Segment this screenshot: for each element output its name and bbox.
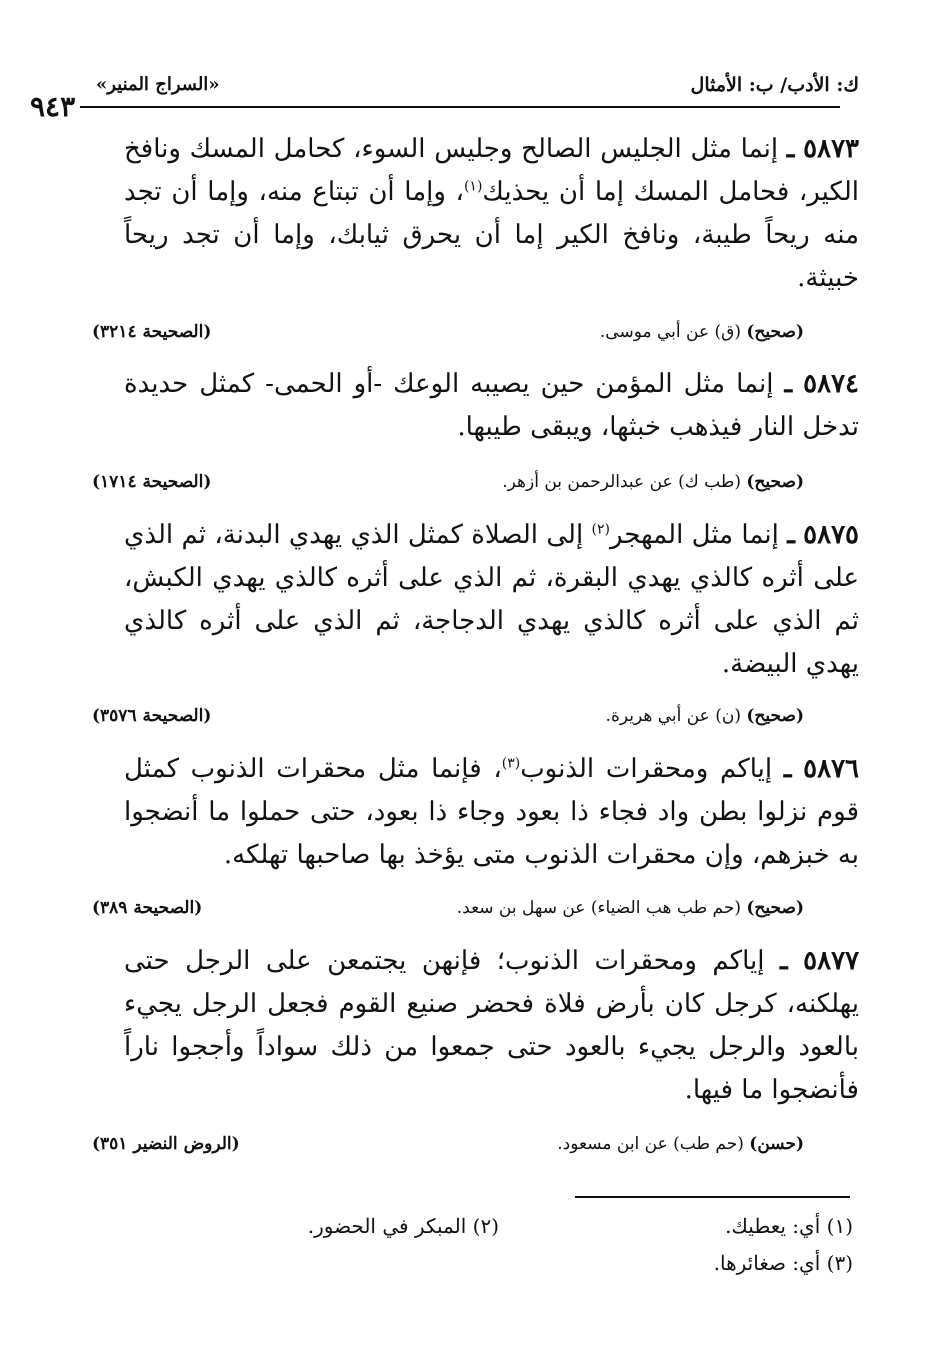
hadith-grade: (صحيح) — [746, 472, 804, 492]
hadith-grade: (صحيح) — [746, 322, 804, 342]
hadith-5874 — [124, 363, 859, 449]
footnote-marker: (١) — [463, 178, 483, 195]
hadith-text-part: إنما مثل المؤمن حين يصيبه الوعك -أو الحمى- كمثل حديدة تدخل النار فيذهب خبثها، ويبقى طيبها. — [124, 369, 859, 442]
hadith-text-part: إنما مثل المهجر — [610, 520, 779, 550]
footnote-2 — [308, 1214, 499, 1238]
hadith-number: ٥٨٧٤ — [803, 369, 860, 399]
hadith-number: ٥٨٧٥ — [803, 520, 860, 550]
hadith-text: ٥٨٧٥ ـ إنما مثل المهجر$^{(٢)}$ إلى الصلاة كمثل الذي يهدي البدنة، ثم الذي على أثره كالذي يهدي البقرة، ثم الذي على أثره كالذي يهدي الكبش، ثم الذي على أثره كالذي يهدي الدجاجة، ثم الذي على أثره كالذي يهدي البيضة. — [124, 520, 860, 679]
footnote-mark: (٣) — [826, 1251, 853, 1275]
hadith-text-part: ، وإما أن تبتاع منه، وإما أن تجد منه ريحاً طيبة، ونافخ الكير إما أن يحرق ثيابك، وإما أن تجد ريحاً خبيثة. — [124, 177, 859, 293]
hadith-reference: (الصحيحة ١٧١٤) — [92, 472, 212, 492]
source-text: (طب ك) عن عبدالرحمن بن أزهر. — [502, 472, 741, 492]
footnote-marker: (٢) — [591, 521, 610, 538]
hadith-number: ٥٨٧٦ — [803, 754, 860, 784]
hadith-reference: (الصحيحة ٣٨٩) — [92, 898, 203, 918]
hadith-source — [606, 706, 804, 726]
hadith-5877 — [124, 940, 859, 1112]
hadith-text: ٥٨٧٧ ـ إياكم ومحقرات الذنوب؛ فإنهن يجتمعن على الرجل حتى يهلكنه، كرجل كان بأرض فلاة فحضر صنيع القوم فجعل الرجل يجيء بالعود والرجل يجيء بالعود حتى جمعوا من ذلك سواداً وأججوا ناراً فأنضجوا ما فيها. — [124, 946, 860, 1105]
hadith-reference: (الصحيحة ٣٢١٤) — [92, 322, 212, 342]
hadith-number: ٥٨٧٣ — [803, 134, 860, 164]
footnote-text: المبكر في الحضور. — [307, 1214, 467, 1238]
footnote-text: أي: يعطيك. — [725, 1214, 821, 1238]
footnote-3 — [714, 1251, 853, 1275]
hadith-source — [457, 898, 804, 918]
footnote-1 — [725, 1214, 853, 1238]
source-text: (حم طب هب الضياء) عن سهل بن سعد. — [456, 898, 741, 918]
hadith-reference: (الصحيحة ٣٥٧٦) — [92, 706, 212, 726]
footnote-rule — [575, 1196, 850, 1198]
hadith-text-part: إياكم ومحقرات الذنوب — [520, 754, 773, 784]
hadith-grade: (صحيح) — [746, 898, 804, 918]
hadith-source — [557, 1134, 804, 1154]
hadith-text: ٥٨٧٦ ـ إياكم ومحقرات الذنوب$^{(٣)}$، فإنما مثل محقرات الذنوب كمثل قوم نزلوا بطن واد فجاء ذا بعود وجاء ذا بعود، حتى حملوا ما أنضجوا به خبزهم، وإن محقرات الذنوب متى يؤخذ بها صاحبها تهلكه. — [124, 754, 860, 870]
hadith-5873 — [124, 128, 859, 300]
hadith-number: ٥٨٧٧ — [803, 946, 860, 976]
footnote-text: أي: صغائرها. — [713, 1251, 821, 1275]
hadith-text-part: إياكم ومحقرات الذنوب؛ فإنهن يجتمعن على الرجل حتى يهلكنه، كرجل كان بأرض فلاة فحضر صنيع القوم فجعل الرجل يجيء بالعود والرجل يجيء بالعود حتى جمعوا من ذلك سواداً وأججوا ناراً فأنضجوا ما فيها. — [124, 946, 859, 1105]
source-text: (ق) عن أبي موسى. — [599, 322, 741, 342]
hadith-text: ٥٨٧٣ ـ إنما مثل الجليس الصالح وجليس السوء، كحامل المسك ونافخ الكير، فحامل المسك إما أن يحذيك$^{(١)}$، وإما أن تبتاع منه، وإما أن تجد منه ريحاً طيبة، ونافخ الكير إما أن يحرق ثيابك، وإما أن تجد ريحاً خبيثة. — [124, 134, 860, 293]
footnote-mark: (٢) — [472, 1214, 499, 1238]
hadith-source — [600, 322, 804, 342]
footnote-marker: (٣) — [501, 755, 521, 772]
chapter-header: ك: الأدب/ ب: الأمثال — [690, 74, 859, 96]
page-number: ٩٤٣ — [30, 90, 76, 123]
footnote-mark: (١) — [826, 1214, 853, 1238]
book-title-header: «السراج المنير» — [96, 74, 220, 95]
hadith-5876 — [124, 748, 859, 877]
source-text: (ن) عن أبي هريرة. — [605, 706, 741, 726]
header-rule — [80, 106, 840, 108]
hadith-5875 — [124, 514, 859, 686]
hadith-reference: (الروض النضير ٣٥١) — [92, 1134, 240, 1154]
hadith-text: ٥٨٧٤ ـ إنما مثل المؤمن حين يصيبه الوعك -أو الحمى- كمثل حديدة تدخل النار فيذهب خبثها، ويبقى طيبها. — [124, 369, 860, 442]
hadith-source — [502, 472, 804, 492]
hadith-text-part: إنما مثل الجليس الصالح وجليس السوء، كحامل المسك ونافخ الكير، فحامل المسك إما أن يحذيك — [124, 134, 859, 207]
hadith-grade: (صحيح) — [746, 706, 804, 726]
hadith-text-part: ، فإنما مثل محقرات الذنوب كمثل قوم نزلوا بطن واد فجاء ذا بعود وجاء ذا بعود، حتى حملوا ما أنضجوا به خبزهم، وإن محقرات الذنوب متى يؤخذ بها صاحبها تهلكه. — [124, 754, 859, 870]
hadith-grade: (حسن) — [749, 1134, 804, 1154]
source-text: (حم طب) عن ابن مسعود. — [557, 1134, 744, 1154]
hadith-text-part: إلى الصلاة كمثل الذي يهدي البدنة، ثم الذي على أثره كالذي يهدي البقرة، ثم الذي على أثره كالذي يهدي الكبش، ثم الذي على أثره كالذي يهدي الدجاجة، ثم الذي على أثره كالذي يهدي البيضة. — [124, 520, 859, 679]
